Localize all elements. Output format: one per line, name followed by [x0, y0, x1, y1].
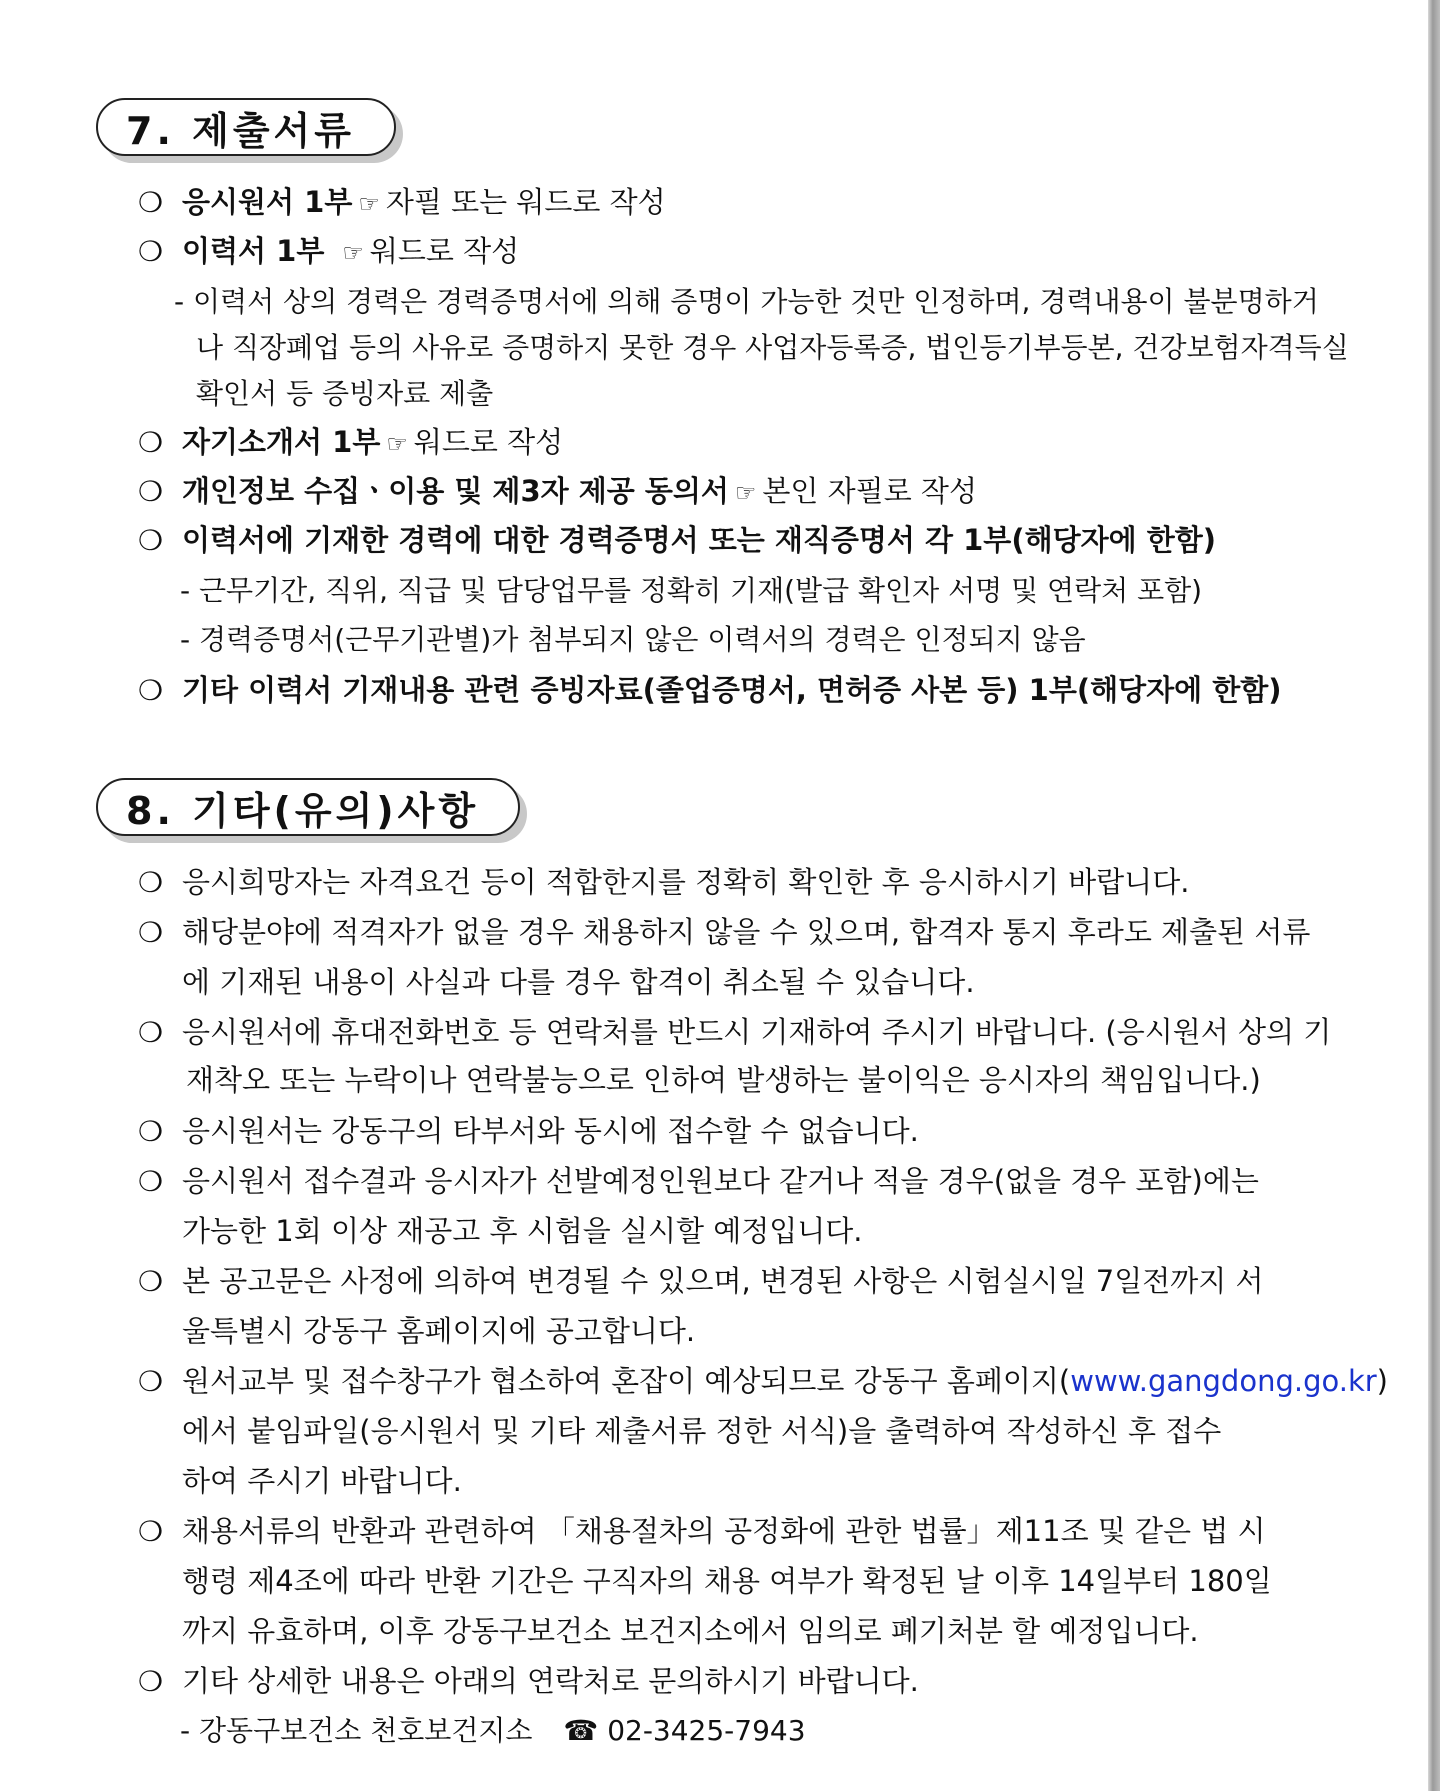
list-item: ❍ 개인정보 수집ㆍ이용 및 제3자 제공 동의서 ☞ 본인 자필로 작성 [138, 469, 977, 515]
list-item: ❍ 응시원서 접수결과 응시자가 선발예정인원보다 같거나 적을 경우(없을 경우 포함)에는 [138, 1159, 1259, 1204]
sub-note: - 근무기간, 직위, 직급 및 담당업무를 정확히 기재(발급 확인자 서명 및 연락처 포함) [180, 574, 1203, 607]
circle-bullet-icon: ❍ [138, 1665, 164, 1698]
sub-note: 확인서 등 증빙자료 제출 [196, 377, 494, 410]
pointing-hand-icon: ☞ [386, 430, 408, 458]
page-edge-scrollbar[interactable] [1428, 0, 1440, 1791]
list-item: ❍ 응시희망자는 자격요건 등이 적합한지를 정확히 확인한 후 응시하시기 바랍니다. [138, 860, 1189, 905]
pointing-hand-icon: ☞ [342, 239, 364, 267]
circle-bullet-icon: ❍ [138, 1165, 164, 1198]
phone-icon: ☎ [563, 1714, 599, 1747]
list-item: ❍ 응시원서는 강동구의 타부서와 동시에 접수할 수 없습니다. [138, 1109, 919, 1154]
list-item: ❍ 응시원서 1부 ☞ 자필 또는 워드로 작성 [138, 180, 666, 226]
circle-bullet-icon: ❍ [138, 1365, 164, 1398]
circle-bullet-icon: ❍ [138, 916, 164, 949]
pointing-hand-icon: ☞ [734, 479, 757, 507]
circle-bullet-icon: ❍ [138, 1016, 164, 1049]
circle-bullet-icon: ❍ [138, 866, 164, 899]
circle-bullet-icon: ❍ [138, 426, 164, 459]
circle-bullet-icon: ❍ [138, 1515, 164, 1548]
circle-bullet-icon: ❍ [138, 524, 164, 557]
list-item-continuation: 에 기재된 내용이 사실과 다를 경우 합격이 취소될 수 있습니다. [182, 965, 975, 999]
sub-note: - 경력증명서(근무기관별)가 첨부되지 않은 이력서의 경력은 인정되지 않음 [180, 623, 1086, 656]
list-item: ❍ 이력서에 기재한 경력에 대한 경력증명서 또는 재직증명서 각 1부(해당자에 한함) [138, 518, 1216, 563]
list-item-continuation: 에서 붙임파일(응시원서 및 기타 제출서류 정한 서식)을 출력하여 작성하신 후 접수 [182, 1414, 1222, 1448]
list-item: ❍ 해당분야에 적격자가 없을 경우 채용하지 않을 수 있으며, 합격자 통지 후라도 제출된 서류 [138, 910, 1310, 955]
section-8-title: 8. 기타(유의)사항 [96, 778, 520, 836]
list-item-continuation: 하여 주시기 바랍니다. [182, 1464, 462, 1498]
list-item: ❍ 이력서 1부 ☞ 워드로 작성 [138, 229, 519, 275]
list-item: ❍ 채용서류의 반환과 관련하여 「채용절차의 공정화에 관한 법률」제11조 및 같은 법 시 [138, 1509, 1266, 1554]
sub-note: - 이력서 상의 경력은 경력증명서에 의해 증명이 가능한 것만 인정하며, 경력내용이 불분명하거 [174, 285, 1319, 318]
list-item: ❍ 기타 이력서 기재내용 관련 증빙자료(졸업증명서, 면허증 사본 등) 1부(해당자에 한함) [138, 668, 1282, 713]
list-item: ❍ 원서교부 및 접수창구가 협소하여 혼잡이 예상되므로 강동구 홈페이지(www.gangdong.go.kr) [138, 1359, 1388, 1404]
circle-bullet-icon: ❍ [138, 475, 164, 508]
list-item: ❍ 기타 상세한 내용은 아래의 연락처로 문의하시기 바랍니다. [138, 1659, 919, 1704]
list-item-continuation: 행령 제4조에 따라 반환 기간은 구직자의 채용 여부가 확정된 날 이후 14일부터 180일 [182, 1564, 1272, 1598]
pointing-hand-icon: ☞ [358, 190, 380, 218]
circle-bullet-icon: ❍ [138, 1265, 164, 1298]
list-item: ❍ 응시원서에 휴대전화번호 등 연락처를 반드시 기재하여 주시기 바랍니다. (응시원서 상의 기 [138, 1010, 1331, 1055]
circle-bullet-icon: ❍ [138, 235, 164, 268]
phone-number: 02-3425-7943 [607, 1714, 806, 1747]
section-7-title: 7. 제출서류 [96, 98, 396, 156]
list-item-continuation: 재착오 또는 누락이나 연락불능으로 인하여 발생하는 불이익은 응시자의 책임입니다.) [186, 1063, 1261, 1097]
circle-bullet-icon: ❍ [138, 674, 164, 707]
list-item-continuation: 울특별시 강동구 홈페이지에 공고합니다. [182, 1314, 696, 1348]
sub-note: 나 직장폐업 등의 사유로 증명하지 못한 경우 사업자등록증, 법인등기부등본, 건강보험자격득실 [196, 331, 1349, 364]
list-item-continuation: 까지 유효하며, 이후 강동구보건소 보건지소에서 임의로 폐기처분 할 예정입니다. [182, 1614, 1199, 1648]
contact-line: - 강동구보건소 천호보건지소 ☎ 02-3425-7943 [180, 1714, 806, 1747]
list-item-continuation: 가능한 1회 이상 재공고 후 시험을 실시할 예정입니다. [182, 1214, 863, 1248]
list-item: ❍ 자기소개서 1부 ☞ 워드로 작성 [138, 420, 563, 466]
circle-bullet-icon: ❍ [138, 186, 164, 219]
circle-bullet-icon: ❍ [138, 1115, 164, 1148]
list-item: ❍ 본 공고문은 사정에 의하여 변경될 수 있으며, 변경된 사항은 시험실시일 7일전까지 서 [138, 1259, 1264, 1304]
homepage-link[interactable]: www.gangdong.go.kr [1070, 1364, 1377, 1398]
